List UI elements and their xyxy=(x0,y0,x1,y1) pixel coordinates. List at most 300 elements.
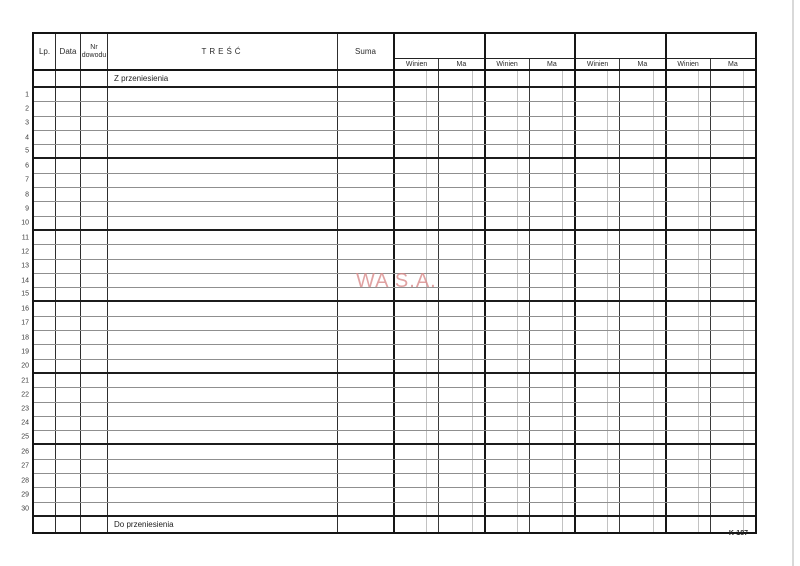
zloty-subcell xyxy=(620,231,653,244)
amount-group xyxy=(665,131,756,144)
grosz-subcell xyxy=(699,331,710,344)
grosz-subcell xyxy=(744,188,755,201)
grosz-subcell xyxy=(699,174,710,187)
zloty-subcell xyxy=(667,117,699,130)
cell-lp xyxy=(34,474,56,487)
zloty-subcell xyxy=(486,388,518,401)
grosz-subcell xyxy=(427,474,438,487)
winien-cell xyxy=(576,131,620,144)
zloty-subcell xyxy=(620,117,653,130)
grosz-subcell xyxy=(654,474,665,487)
ma-cell xyxy=(530,88,574,101)
grosz-subcell xyxy=(473,388,484,401)
amount-group xyxy=(574,374,665,387)
ma-cell xyxy=(530,474,574,487)
zloty-subcell xyxy=(667,431,699,443)
winien-cell xyxy=(486,174,530,187)
cell-tresc xyxy=(108,260,338,273)
cell-data xyxy=(56,174,81,187)
winien-cell xyxy=(576,431,620,443)
ma-cell xyxy=(711,117,755,130)
grosz-subcell xyxy=(654,288,665,300)
winien-cell xyxy=(486,274,530,287)
winien-cell xyxy=(576,245,620,258)
zloty-subcell xyxy=(530,503,563,515)
table-row xyxy=(21,403,755,417)
zloty-subcell xyxy=(620,188,653,201)
amount-group xyxy=(665,331,756,344)
zloty-subcell xyxy=(711,217,744,229)
cell-suma xyxy=(338,317,393,330)
grosz-subcell xyxy=(608,517,619,532)
amount-group xyxy=(574,202,665,215)
grosz-subcell xyxy=(699,431,710,443)
zloty-subcell xyxy=(486,217,518,229)
grosz-subcell xyxy=(608,345,619,358)
grosz-subcell xyxy=(427,288,438,300)
zloty-subcell xyxy=(486,288,518,300)
grosz-subcell xyxy=(699,245,710,258)
grosz-subcell xyxy=(518,445,529,458)
zloty-subcell xyxy=(486,317,518,330)
zloty-subcell xyxy=(530,374,563,387)
grosz-subcell xyxy=(563,102,574,115)
row-number: 10 xyxy=(21,219,29,227)
cell-lp xyxy=(34,331,56,344)
winien-cell xyxy=(395,503,439,515)
ma-cell xyxy=(439,374,483,387)
table-row xyxy=(25,102,755,116)
ma-cell xyxy=(711,102,755,115)
grosz-subcell xyxy=(744,174,755,187)
header-nr-line2: dowodu xyxy=(81,51,107,59)
cell-suma xyxy=(338,374,393,387)
zloty-subcell xyxy=(620,145,653,157)
grosz-subcell xyxy=(473,288,484,300)
ma-cell xyxy=(530,131,574,144)
cell-nr-dowodu xyxy=(81,260,108,273)
grosz-subcell xyxy=(654,245,665,258)
table-row xyxy=(25,131,755,145)
amount-group xyxy=(484,431,575,443)
carry-forward-top-row xyxy=(34,71,755,88)
zloty-subcell xyxy=(711,202,744,215)
cell-lp xyxy=(34,188,56,201)
grosz-subcell xyxy=(563,360,574,372)
ma-cell xyxy=(711,260,755,273)
cell-lp xyxy=(34,374,56,387)
winien-cell xyxy=(667,488,711,501)
grosz-subcell xyxy=(608,417,619,430)
zloty-subcell xyxy=(667,360,699,372)
grosz-subcell xyxy=(563,288,574,300)
table-row xyxy=(21,331,755,345)
grosz-subcell xyxy=(608,460,619,473)
zloty-subcell xyxy=(711,71,744,86)
zloty-subcell xyxy=(530,445,563,458)
amount-group xyxy=(393,302,484,315)
grosz-subcell xyxy=(744,288,755,300)
row-number: 2 xyxy=(25,105,29,113)
winien-cell xyxy=(486,231,530,244)
winien-cell xyxy=(576,117,620,130)
zloty-subcell xyxy=(439,345,472,358)
cell-lp xyxy=(34,102,56,115)
zloty-subcell xyxy=(395,403,427,416)
zloty-subcell xyxy=(667,503,699,515)
winien-cell xyxy=(667,345,711,358)
zloty-subcell xyxy=(711,488,744,501)
grosz-subcell xyxy=(518,503,529,515)
header-ma: Ma xyxy=(547,60,557,68)
zloty-subcell xyxy=(620,317,653,330)
ma-cell xyxy=(530,445,574,458)
grosz-subcell xyxy=(473,202,484,215)
cell-tresc xyxy=(108,388,338,401)
grosz-subcell xyxy=(427,345,438,358)
cell-tresc xyxy=(108,274,338,287)
cell-nr-dowodu xyxy=(81,503,108,515)
header-tresc xyxy=(108,34,338,69)
winien-cell xyxy=(395,217,439,229)
amount-group xyxy=(393,345,484,358)
zloty-subcell xyxy=(711,331,744,344)
zloty-subcell xyxy=(711,231,744,244)
account-group-header-3 xyxy=(574,34,665,69)
winien-cell xyxy=(576,288,620,300)
table-row xyxy=(21,317,755,331)
winien-cell xyxy=(667,460,711,473)
cell-tresc xyxy=(108,474,338,487)
grosz-subcell xyxy=(654,217,665,229)
winien-cell xyxy=(395,403,439,416)
grosz-subcell xyxy=(744,345,755,358)
cell-nr-dowodu xyxy=(81,474,108,487)
zloty-subcell xyxy=(711,260,744,273)
amount-group xyxy=(574,71,665,86)
zloty-subcell xyxy=(576,460,608,473)
winien-cell xyxy=(576,188,620,201)
zloty-subcell xyxy=(711,302,744,315)
amount-group xyxy=(484,317,575,330)
cell-data xyxy=(56,145,81,157)
zloty-subcell xyxy=(711,360,744,372)
winien-cell xyxy=(667,245,711,258)
cell-suma xyxy=(338,88,393,101)
ma-cell xyxy=(620,317,664,330)
zloty-subcell xyxy=(576,145,608,157)
cell-data xyxy=(56,445,81,458)
winien-cell xyxy=(667,317,711,330)
grosz-subcell xyxy=(518,488,529,501)
winien-cell xyxy=(576,331,620,344)
amount-group xyxy=(393,374,484,387)
zloty-subcell xyxy=(576,159,608,172)
grosz-subcell xyxy=(744,460,755,473)
amount-group xyxy=(665,345,756,358)
table-row xyxy=(21,488,755,502)
grosz-subcell xyxy=(608,445,619,458)
amount-group xyxy=(393,174,484,187)
grosz-subcell xyxy=(563,145,574,157)
cell-lp xyxy=(34,403,56,416)
grosz-subcell xyxy=(473,188,484,201)
account-group-header-2 xyxy=(484,34,575,69)
cell-tresc xyxy=(108,188,338,201)
winien-cell xyxy=(395,388,439,401)
winien-cell xyxy=(667,174,711,187)
cell-data xyxy=(56,231,81,244)
cell-suma xyxy=(338,288,393,300)
winien-cell xyxy=(576,202,620,215)
zloty-subcell xyxy=(620,460,653,473)
grosz-subcell xyxy=(473,159,484,172)
zloty-subcell xyxy=(620,417,653,430)
ma-cell xyxy=(530,403,574,416)
cell-data xyxy=(56,431,81,443)
cell-tresc xyxy=(108,231,338,244)
table-row xyxy=(25,145,755,159)
cell-data xyxy=(56,403,81,416)
header-suma: Suma xyxy=(355,47,376,56)
zloty-subcell xyxy=(395,431,427,443)
ma-cell xyxy=(530,288,574,300)
cell-data xyxy=(56,202,81,215)
amount-group xyxy=(393,317,484,330)
ma-cell xyxy=(530,388,574,401)
grosz-subcell xyxy=(427,131,438,144)
zloty-subcell xyxy=(486,345,518,358)
account-name-blank-cell xyxy=(667,34,756,58)
ma-cell xyxy=(711,403,755,416)
cell-lp xyxy=(34,503,56,515)
grosz-subcell xyxy=(699,302,710,315)
grosz-subcell xyxy=(608,431,619,443)
zloty-subcell xyxy=(439,417,472,430)
cell-lp xyxy=(34,217,56,229)
winien-cell xyxy=(486,474,530,487)
amount-group xyxy=(393,331,484,344)
winien-cell xyxy=(486,102,530,115)
winien-cell xyxy=(486,431,530,443)
cell-nr-dowodu xyxy=(81,71,108,86)
ma-cell xyxy=(530,488,574,501)
grosz-subcell xyxy=(744,202,755,215)
grosz-subcell xyxy=(744,88,755,101)
winien-cell xyxy=(395,331,439,344)
cell-data xyxy=(56,374,81,387)
zloty-subcell xyxy=(439,159,472,172)
winien-ma-subheader xyxy=(395,58,484,69)
amount-group xyxy=(484,117,575,130)
zloty-subcell xyxy=(530,302,563,315)
zloty-subcell xyxy=(530,88,563,101)
grosz-subcell xyxy=(473,71,484,86)
amount-group xyxy=(484,288,575,300)
grosz-subcell xyxy=(654,345,665,358)
grosz-subcell xyxy=(654,88,665,101)
zloty-subcell xyxy=(576,217,608,229)
winien-cell xyxy=(576,317,620,330)
grosz-subcell xyxy=(744,102,755,115)
zloty-subcell xyxy=(711,345,744,358)
cell-suma xyxy=(338,503,393,515)
winien-cell xyxy=(486,145,530,157)
zloty-subcell xyxy=(395,374,427,387)
grosz-subcell xyxy=(654,445,665,458)
grosz-subcell xyxy=(699,202,710,215)
cell-lp xyxy=(34,159,56,172)
amount-group xyxy=(665,245,756,258)
ma-cell xyxy=(711,388,755,401)
amount-group xyxy=(484,274,575,287)
cell-lp xyxy=(34,117,56,130)
grosz-subcell xyxy=(608,202,619,215)
row-number: 24 xyxy=(21,419,29,427)
zloty-subcell xyxy=(530,517,563,532)
grosz-subcell xyxy=(427,317,438,330)
ma-cell xyxy=(530,202,574,215)
winien-cell xyxy=(576,71,620,86)
zloty-subcell xyxy=(667,302,699,315)
winien-cell xyxy=(667,388,711,401)
row-number: 11 xyxy=(21,234,29,242)
cell-lp xyxy=(34,202,56,215)
zloty-subcell xyxy=(711,88,744,101)
grosz-subcell xyxy=(699,388,710,401)
amount-group xyxy=(484,488,575,501)
ma-cell xyxy=(620,302,664,315)
zloty-subcell xyxy=(667,460,699,473)
zloty-subcell xyxy=(667,274,699,287)
winien-cell xyxy=(486,245,530,258)
grosz-subcell xyxy=(744,403,755,416)
zloty-subcell xyxy=(711,288,744,300)
winien-cell xyxy=(395,302,439,315)
account-group-header-4 xyxy=(665,34,756,69)
zloty-subcell xyxy=(530,159,563,172)
zloty-subcell xyxy=(530,231,563,244)
cell-data xyxy=(56,88,81,101)
zloty-subcell xyxy=(667,345,699,358)
amount-group xyxy=(665,174,756,187)
grosz-subcell xyxy=(473,403,484,416)
ma-cell xyxy=(620,288,664,300)
ma-cell xyxy=(439,188,483,201)
row-number: 20 xyxy=(21,362,29,370)
grosz-subcell xyxy=(427,245,438,258)
zloty-subcell xyxy=(486,460,518,473)
cell-tresc xyxy=(108,145,338,157)
zloty-subcell xyxy=(395,302,427,315)
winien-cell xyxy=(576,360,620,372)
zloty-subcell xyxy=(667,331,699,344)
grosz-subcell xyxy=(608,159,619,172)
grosz-subcell xyxy=(518,474,529,487)
zloty-subcell xyxy=(395,388,427,401)
grosz-subcell xyxy=(473,488,484,501)
grosz-subcell xyxy=(608,71,619,86)
grosz-subcell xyxy=(563,159,574,172)
cell-lp xyxy=(34,131,56,144)
table-row xyxy=(25,202,755,216)
header-nr-line1: Nr xyxy=(90,43,98,51)
amount-group xyxy=(393,145,484,157)
zloty-subcell xyxy=(620,88,653,101)
cell-lp xyxy=(34,417,56,430)
grosz-subcell xyxy=(744,431,755,443)
zloty-subcell xyxy=(576,274,608,287)
grosz-subcell xyxy=(654,460,665,473)
amount-group xyxy=(484,102,575,115)
amount-group xyxy=(484,88,575,101)
cell-nr-dowodu xyxy=(81,317,108,330)
amount-group xyxy=(484,302,575,315)
grosz-subcell xyxy=(563,488,574,501)
amount-group xyxy=(574,474,665,487)
zloty-subcell xyxy=(620,217,653,229)
amount-group xyxy=(574,403,665,416)
grosz-subcell xyxy=(654,374,665,387)
amount-group xyxy=(574,360,665,372)
zloty-subcell xyxy=(439,145,472,157)
grosz-subcell xyxy=(518,288,529,300)
winien-cell xyxy=(395,474,439,487)
row-number: 15 xyxy=(21,290,29,298)
cell-tresc xyxy=(108,88,338,101)
amount-group xyxy=(665,71,756,86)
ma-cell xyxy=(439,102,483,115)
ma-cell xyxy=(439,331,483,344)
grosz-subcell xyxy=(427,88,438,101)
zloty-subcell xyxy=(530,188,563,201)
zloty-subcell xyxy=(711,274,744,287)
cell-suma xyxy=(338,302,393,315)
winien-cell xyxy=(576,445,620,458)
amount-group xyxy=(665,159,756,172)
amount-group xyxy=(574,174,665,187)
zloty-subcell xyxy=(395,117,427,130)
ma-cell xyxy=(439,260,483,273)
cell-nr-dowodu xyxy=(81,388,108,401)
amount-group xyxy=(665,117,756,130)
amount-group xyxy=(393,474,484,487)
cell-lp xyxy=(34,145,56,157)
zloty-subcell xyxy=(667,288,699,300)
row-number: 22 xyxy=(21,391,29,399)
zloty-subcell xyxy=(711,174,744,187)
ma-cell xyxy=(439,302,483,315)
account-name-blank-cell xyxy=(486,34,575,58)
grosz-subcell xyxy=(654,403,665,416)
amount-group xyxy=(484,517,575,532)
cell-data xyxy=(56,345,81,358)
amount-group xyxy=(665,431,756,443)
amount-group xyxy=(665,317,756,330)
amount-group xyxy=(574,517,665,532)
grosz-subcell xyxy=(518,159,529,172)
cell-data xyxy=(56,388,81,401)
zloty-subcell xyxy=(576,403,608,416)
ma-cell xyxy=(439,517,483,532)
cell-tresc xyxy=(108,488,338,501)
amount-group xyxy=(484,231,575,244)
grosz-subcell xyxy=(473,231,484,244)
ma-cell xyxy=(439,317,483,330)
zloty-subcell xyxy=(620,345,653,358)
amount-group xyxy=(574,117,665,130)
grosz-subcell xyxy=(608,131,619,144)
